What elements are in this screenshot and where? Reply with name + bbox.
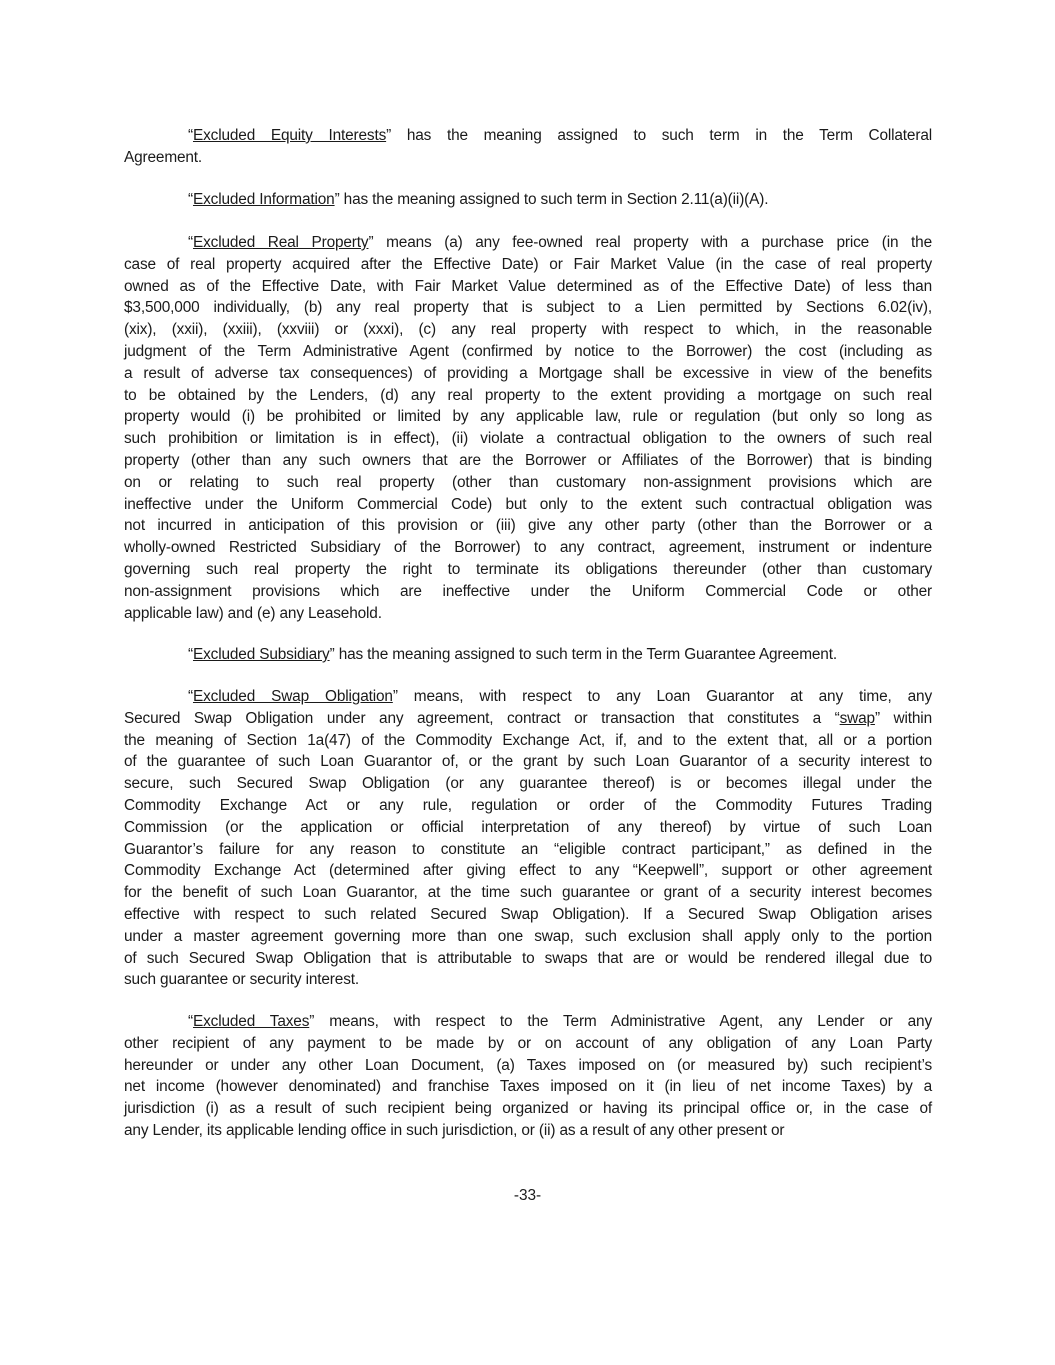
definition-paragraph [124,232,932,624]
definition-text: ” has the meaning assigned to such term in the Term Guarantee Agreement. [329,646,837,663]
definition-paragraph [124,189,932,211]
text-line: jurisdiction (i) as a result of such recipient being organized or having its principal office or, in the case of [124,1100,932,1118]
text-line: Commission (or the application or official interpretation of any thereof) by virtue of such Loan [124,818,932,836]
text-line: of such Secured Swap Obligation that is attributable to swaps that are or would be rendered illegal due to [124,949,932,967]
text-line: “Excluded Subsidiary” has the meaning assigned to such term in the Term Guarantee Agreement. [188,646,837,663]
text-line: Commodity Exchange Act or any rule, regulation or order of the Commodity Futures Trading [124,796,932,814]
definition-text: ” has the meaning assigned to such term in the Term Collateral [386,127,932,144]
text-line: under a master agreement governing more than one swap, such exclusion shall apply only to the portion [124,927,932,945]
text-line: such prohibition or limitation is in effect), (ii) violate a contractual obligation to the owners of such real [124,430,932,448]
definition-text: ” within [874,709,932,727]
definition-text: ” means, with respect to any Loan Guarantor at any time, any [392,688,932,705]
text-line: (xix), (xxii), (xxiii), (xxviii) or (xxxi), (c) any real property with respect to which, in the reasonable [124,321,932,339]
definition-paragraph [124,125,932,169]
text-line: on or relating to such real property (other than customary non-assignment provisions which are [124,473,932,491]
text-line: not incurred in anticipation of this provision or (iii) give any other party (other than the Borrower or a [124,517,932,535]
text-line: other recipient of any payment to be made by or on account of any obligation of any Loan Party [124,1034,932,1052]
defined-term: swap [839,709,875,727]
text-line: the meaning of Section 1a(47) of the Commodity Exchange Act, if, and to the extent that, all or a portion [124,731,932,749]
text-line: “Excluded Swap Obligation” means, with respect to any Loan Guarantor at any time, any [188,688,932,705]
text-line: a result of adverse tax consequences) of providing a Mortgage shall be excessive in view of the benefits [124,364,932,382]
text-line: any Lender, its applicable lending office in such jurisdiction, or (ii) as a result of any other present or [124,1121,785,1139]
definition-paragraph [124,1011,932,1142]
text-line: judgment of the Term Administrative Agent (confirmed by notice to the Borrower) the cost (including as [124,342,932,360]
text-line: non-assignment provisions which are ineffective under the Uniform Commercial Code or other [124,582,932,600]
definition-text: ” has the meaning assigned to such term in Section 2.11(a)(ii)(A). [334,191,769,208]
text-line: wholly-owned Restricted Subsidiary of the Borrower) to any contract, agreement, instrument or indenture [124,539,932,557]
text-line: to be obtained by the Lenders, (d) any real property to the extent providing a mortgage on such real [124,386,932,404]
text-line: Guarantor’s failure for any reason to constitute an “eligible contract participant,” as defined in the [124,840,932,858]
text-line: “Excluded Equity Interests” has the meaning assigned to such term in the Term Collateral [188,127,932,144]
defined-term: Excluded Information [192,191,335,208]
text-line: $3,500,000 individually, (b) any real property that is subject to a Lien permitted by Sections 6.02(iv), [124,299,932,317]
text-line: “Excluded Taxes” means, with respect to the Term Administrative Agent, any Lender or any [188,1013,932,1030]
text-line: secure, such Secured Swap Obligation (or any guarantee thereof) is or becomes illegal under the [124,775,932,793]
defined-term: Excluded Taxes [192,1013,310,1030]
text-line: for the benefit of such Loan Guarantor, at the time such guarantee or grant of a security interest becomes [124,884,932,902]
text-line: applicable law) and (e) any Leasehold. [124,604,382,622]
text-line: property would (i) be prohibited or limited by any applicable law, rule or regulation (but only so long as [124,408,932,426]
definition-text: ” means, with respect to the Term Administrative Agent, any Lender or any [309,1013,932,1030]
definition-paragraph [124,644,932,666]
defined-term: Excluded Subsidiary [192,646,330,663]
text-line: property (other than any such owners that are the Borrower or Affiliates of the Borrower) that is binding [124,451,932,469]
page-number: -33- [513,1187,542,1204]
defined-term: Excluded Real Property [192,234,369,251]
definition-text: Secured Swap Obligation under any agreement, contract or transaction that constitutes a “ [124,709,840,727]
text-line: Commodity Exchange Act (determined after giving effect to any “Keepwell”, support or other agreement [124,862,932,880]
defined-term: Excluded Equity Interests [192,127,387,144]
text-line: hereunder or under any other Loan Document, (a) Taxes imposed on (or measured by) such recipient’s [124,1056,932,1074]
definition-text: ” means (a) any fee-owned real property with a purchase price (in the [368,234,932,251]
text-line: owned as of the Effective Date, with Fair Market Value determined as of the Effective Date) of less than [124,277,932,295]
text-line: Agreement. [124,148,203,166]
defined-term: Excluded Swap Obligation [192,688,393,705]
text-line [124,708,932,730]
text-line: effective with respect to such related Secured Swap Obligation). If a Secured Swap Obligation arises [124,905,932,923]
text-line: of the guarantee of such Loan Guarantor of, or the grant by such Loan Guarantor of a security interest to [124,753,932,771]
text-line: “Excluded Information” has the meaning assigned to such term in Section 2.11(a)(ii)(A). [188,191,769,208]
text-line: governing such real property the right to terminate its obligations thereunder (other than customary [124,560,932,578]
text-line: “Excluded Real Property” means (a) any fee-owned real property with a purchase price (in the [188,234,932,251]
text-line: such guarantee or security interest. [124,971,359,989]
text-line: ineffective under the Uniform Commercial Code) but only to the extent such contractual obligation was [124,495,932,513]
definition-paragraph [124,686,932,991]
text-line: case of real property acquired after the Effective Date) or Fair Market Value (in the case of real property [124,255,932,273]
text-line: net income (however denominated) and franchise Taxes imposed on it (in lieu of net income Taxes) by a [124,1078,932,1096]
